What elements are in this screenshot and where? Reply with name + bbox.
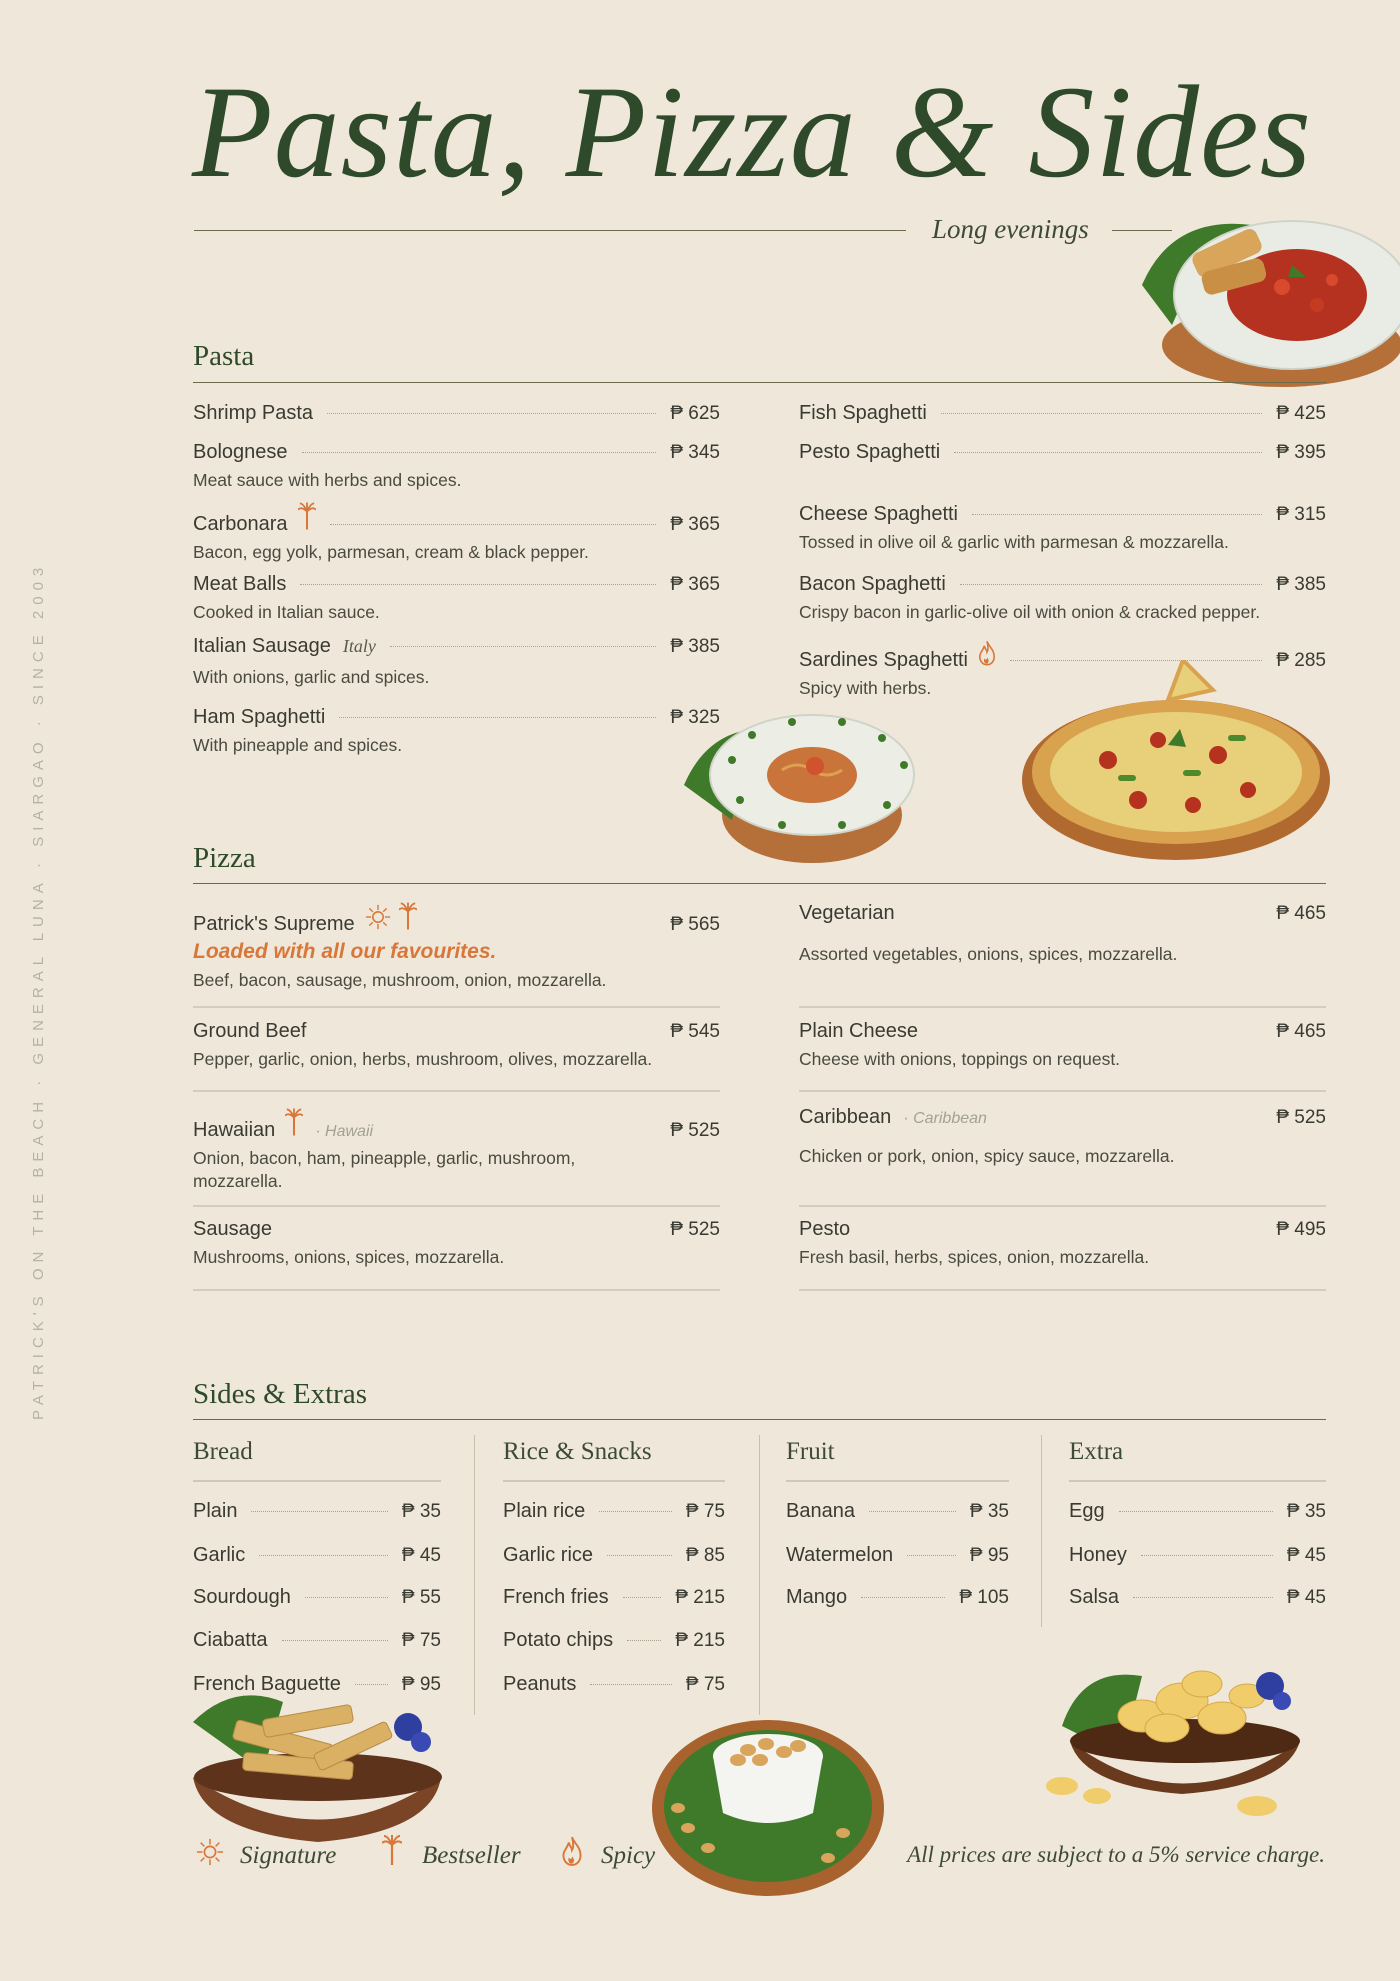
side-vertical-text: PATRICK'S ON THE BEACH · GENERAL LUNA · SIARGAO · SINCE 2003 — [30, 561, 47, 1420]
rice-snacks-title: Rice & Snacks — [503, 1438, 652, 1465]
side-item-plain: Plain ₱ 35 — [193, 1500, 441, 1522]
menu-item-meat-balls: Meat Balls ₱ 365 Cooked in Italian sauce. — [193, 573, 720, 622]
palm-icon — [399, 902, 417, 930]
menu-item-hawaiian: Hawaiian · Hawaii ₱ 525 Onion, bacon, ham, pineapple, garlic, mushroom, mozzarella. — [193, 1108, 720, 1193]
pizza-divider — [799, 1289, 1326, 1291]
side-item-garlic: Garlic ₱ 45 — [193, 1544, 441, 1566]
menu-item-patricks-supreme: Patrick's Supreme ₱ 565 Loaded with all our favourites. Beef, bacon, sausage, mushroom, onion, mozzarella. — [193, 902, 720, 992]
fries-bowl-photo — [193, 1682, 443, 1842]
palm-icon — [382, 1834, 402, 1866]
sun-icon — [365, 904, 391, 930]
menu-item-ham-spaghetti: Ham Spaghetti ₱ 325 With pineapple and spices. — [193, 706, 720, 755]
menu-item-pesto-spaghetti: Pesto Spaghetti ₱ 395 — [799, 441, 1326, 463]
side-item-banana: Banana ₱ 35 — [786, 1500, 1009, 1522]
side-item-french-fries: French fries ₱ 215 — [503, 1586, 725, 1608]
side-item-salsa: Salsa ₱ 45 — [1069, 1586, 1326, 1608]
column-divider — [759, 1435, 760, 1715]
side-item-egg: Egg ₱ 35 — [1069, 1500, 1326, 1522]
flame-icon — [978, 640, 996, 666]
pizza-section-title: Pizza — [193, 842, 256, 874]
pizza-divider — [193, 1205, 720, 1207]
menu-item-italian-sausage: Italian Sausage Italy ₱ 385 With onions, garlic and spices. — [193, 635, 720, 687]
side-item-garlic-rice: Garlic rice ₱ 85 — [503, 1544, 725, 1566]
side-item-peanuts: Peanuts ₱ 75 — [503, 1673, 725, 1695]
peanuts-bowl-photo — [648, 1708, 886, 1898]
menu-item-sausage-pizza: Sausage ₱ 525 Mushrooms, onions, spices, mozzarella. — [193, 1218, 720, 1267]
pizza-divider — [193, 1289, 720, 1291]
bread-rule — [193, 1480, 441, 1482]
pizza-section-rule — [193, 883, 1326, 884]
sides-section-title: Sides & Extras — [193, 1378, 367, 1410]
menu-item-bacon-spaghetti: Bacon Spaghetti ₱ 385 Crispy bacon in garlic-olive oil with onion & cracked pepper. — [799, 573, 1326, 622]
menu-item-bolognese: Bolognese ₱ 345 Meat sauce with herbs and spices. — [193, 441, 720, 490]
pasta-section-title: Pasta — [193, 340, 255, 372]
palm-icon — [298, 502, 316, 530]
legend-signature: Signature — [240, 1842, 337, 1869]
pasta-section-rule — [193, 382, 1326, 383]
side-item-potato-chips: Potato chips ₱ 215 — [503, 1629, 725, 1651]
extra-rule — [1069, 1480, 1326, 1482]
pizza-divider — [193, 1006, 720, 1008]
menu-item-sardines-spaghetti: Sardines Spaghetti ₱ 285 Spicy with herbs. — [799, 640, 1326, 700]
side-item-honey: Honey ₱ 45 — [1069, 1544, 1326, 1566]
supreme-tagline: Loaded with all our favourites. — [193, 940, 497, 963]
sides-section-rule — [193, 1419, 1326, 1420]
palm-icon — [285, 1108, 303, 1136]
pizza-divider — [799, 1090, 1326, 1092]
fruit-rule — [786, 1480, 1009, 1482]
menu-item-pesto-pizza: Pesto ₱ 495 Fresh basil, herbs, spices, onion, mozzarella. — [799, 1218, 1326, 1267]
menu-item-ground-beef: Ground Beef ₱ 545 Pepper, garlic, onion, herbs, mushroom, olives, mozzarella. — [193, 1020, 720, 1069]
chips-bowl-photo — [1042, 1656, 1302, 1826]
pizza-divider — [799, 1205, 1326, 1207]
extra-title: Extra — [1069, 1438, 1124, 1465]
column-divider — [474, 1435, 475, 1715]
side-item-watermelon: Watermelon ₱ 95 — [786, 1544, 1009, 1566]
side-item-french-baguette: French Baguette ₱ 95 — [193, 1673, 441, 1695]
header-tagline: Long evenings — [932, 214, 1089, 244]
side-item-mango: Mango ₱ 105 — [786, 1586, 1009, 1608]
side-item-sourdough: Sourdough ₱ 55 — [193, 1586, 441, 1608]
column-divider — [1041, 1435, 1042, 1627]
pizza-photo — [1018, 660, 1334, 865]
menu-item-fish-spaghetti: Fish Spaghetti ₱ 425 — [799, 402, 1326, 424]
menu-item-vegetarian: Vegetarian ₱ 465 Assorted vegetables, onions, spices, mozzarella. — [799, 902, 1326, 964]
sun-icon — [196, 1838, 224, 1866]
legend-bestseller: Bestseller — [422, 1842, 521, 1869]
spaghetti-plate-photo — [682, 700, 932, 870]
legend-spicy: Spicy — [601, 1842, 656, 1869]
bread-title: Bread — [193, 1438, 253, 1465]
fruit-title: Fruit — [786, 1438, 835, 1465]
menu-item-cheese-spaghetti: Cheese Spaghetti ₱ 315 Tossed in olive oil & garlic with parmesan & mozzarella. — [799, 503, 1326, 552]
pizza-divider — [193, 1090, 720, 1092]
pizza-divider — [799, 1006, 1326, 1008]
menu-item-plain-cheese: Plain Cheese ₱ 465 Cheese with onions, toppings on request. — [799, 1020, 1326, 1069]
menu-item-carbonara: Carbonara ₱ 365 Bacon, egg yolk, parmesan, cream & black pepper. — [193, 502, 720, 564]
menu-item-shrimp-pasta: Shrimp Pasta ₱ 625 — [193, 402, 720, 424]
rice-snacks-rule — [503, 1480, 725, 1482]
header-rule-left — [194, 230, 906, 231]
page-title: Pasta, Pizza & Sides — [192, 58, 1313, 205]
menu-item-caribbean: Caribbean · Caribbean ₱ 525 Chicken or pork, onion, spicy sauce, mozzarella. — [799, 1106, 1326, 1166]
service-charge-note: All prices are subject to a 5% service charge. — [907, 1842, 1325, 1867]
bolognese-plate-photo — [1132, 195, 1400, 395]
side-item-ciabatta: Ciabatta ₱ 75 — [193, 1629, 441, 1651]
flame-icon — [561, 1836, 583, 1866]
side-item-plain-rice: Plain rice ₱ 75 — [503, 1500, 725, 1522]
